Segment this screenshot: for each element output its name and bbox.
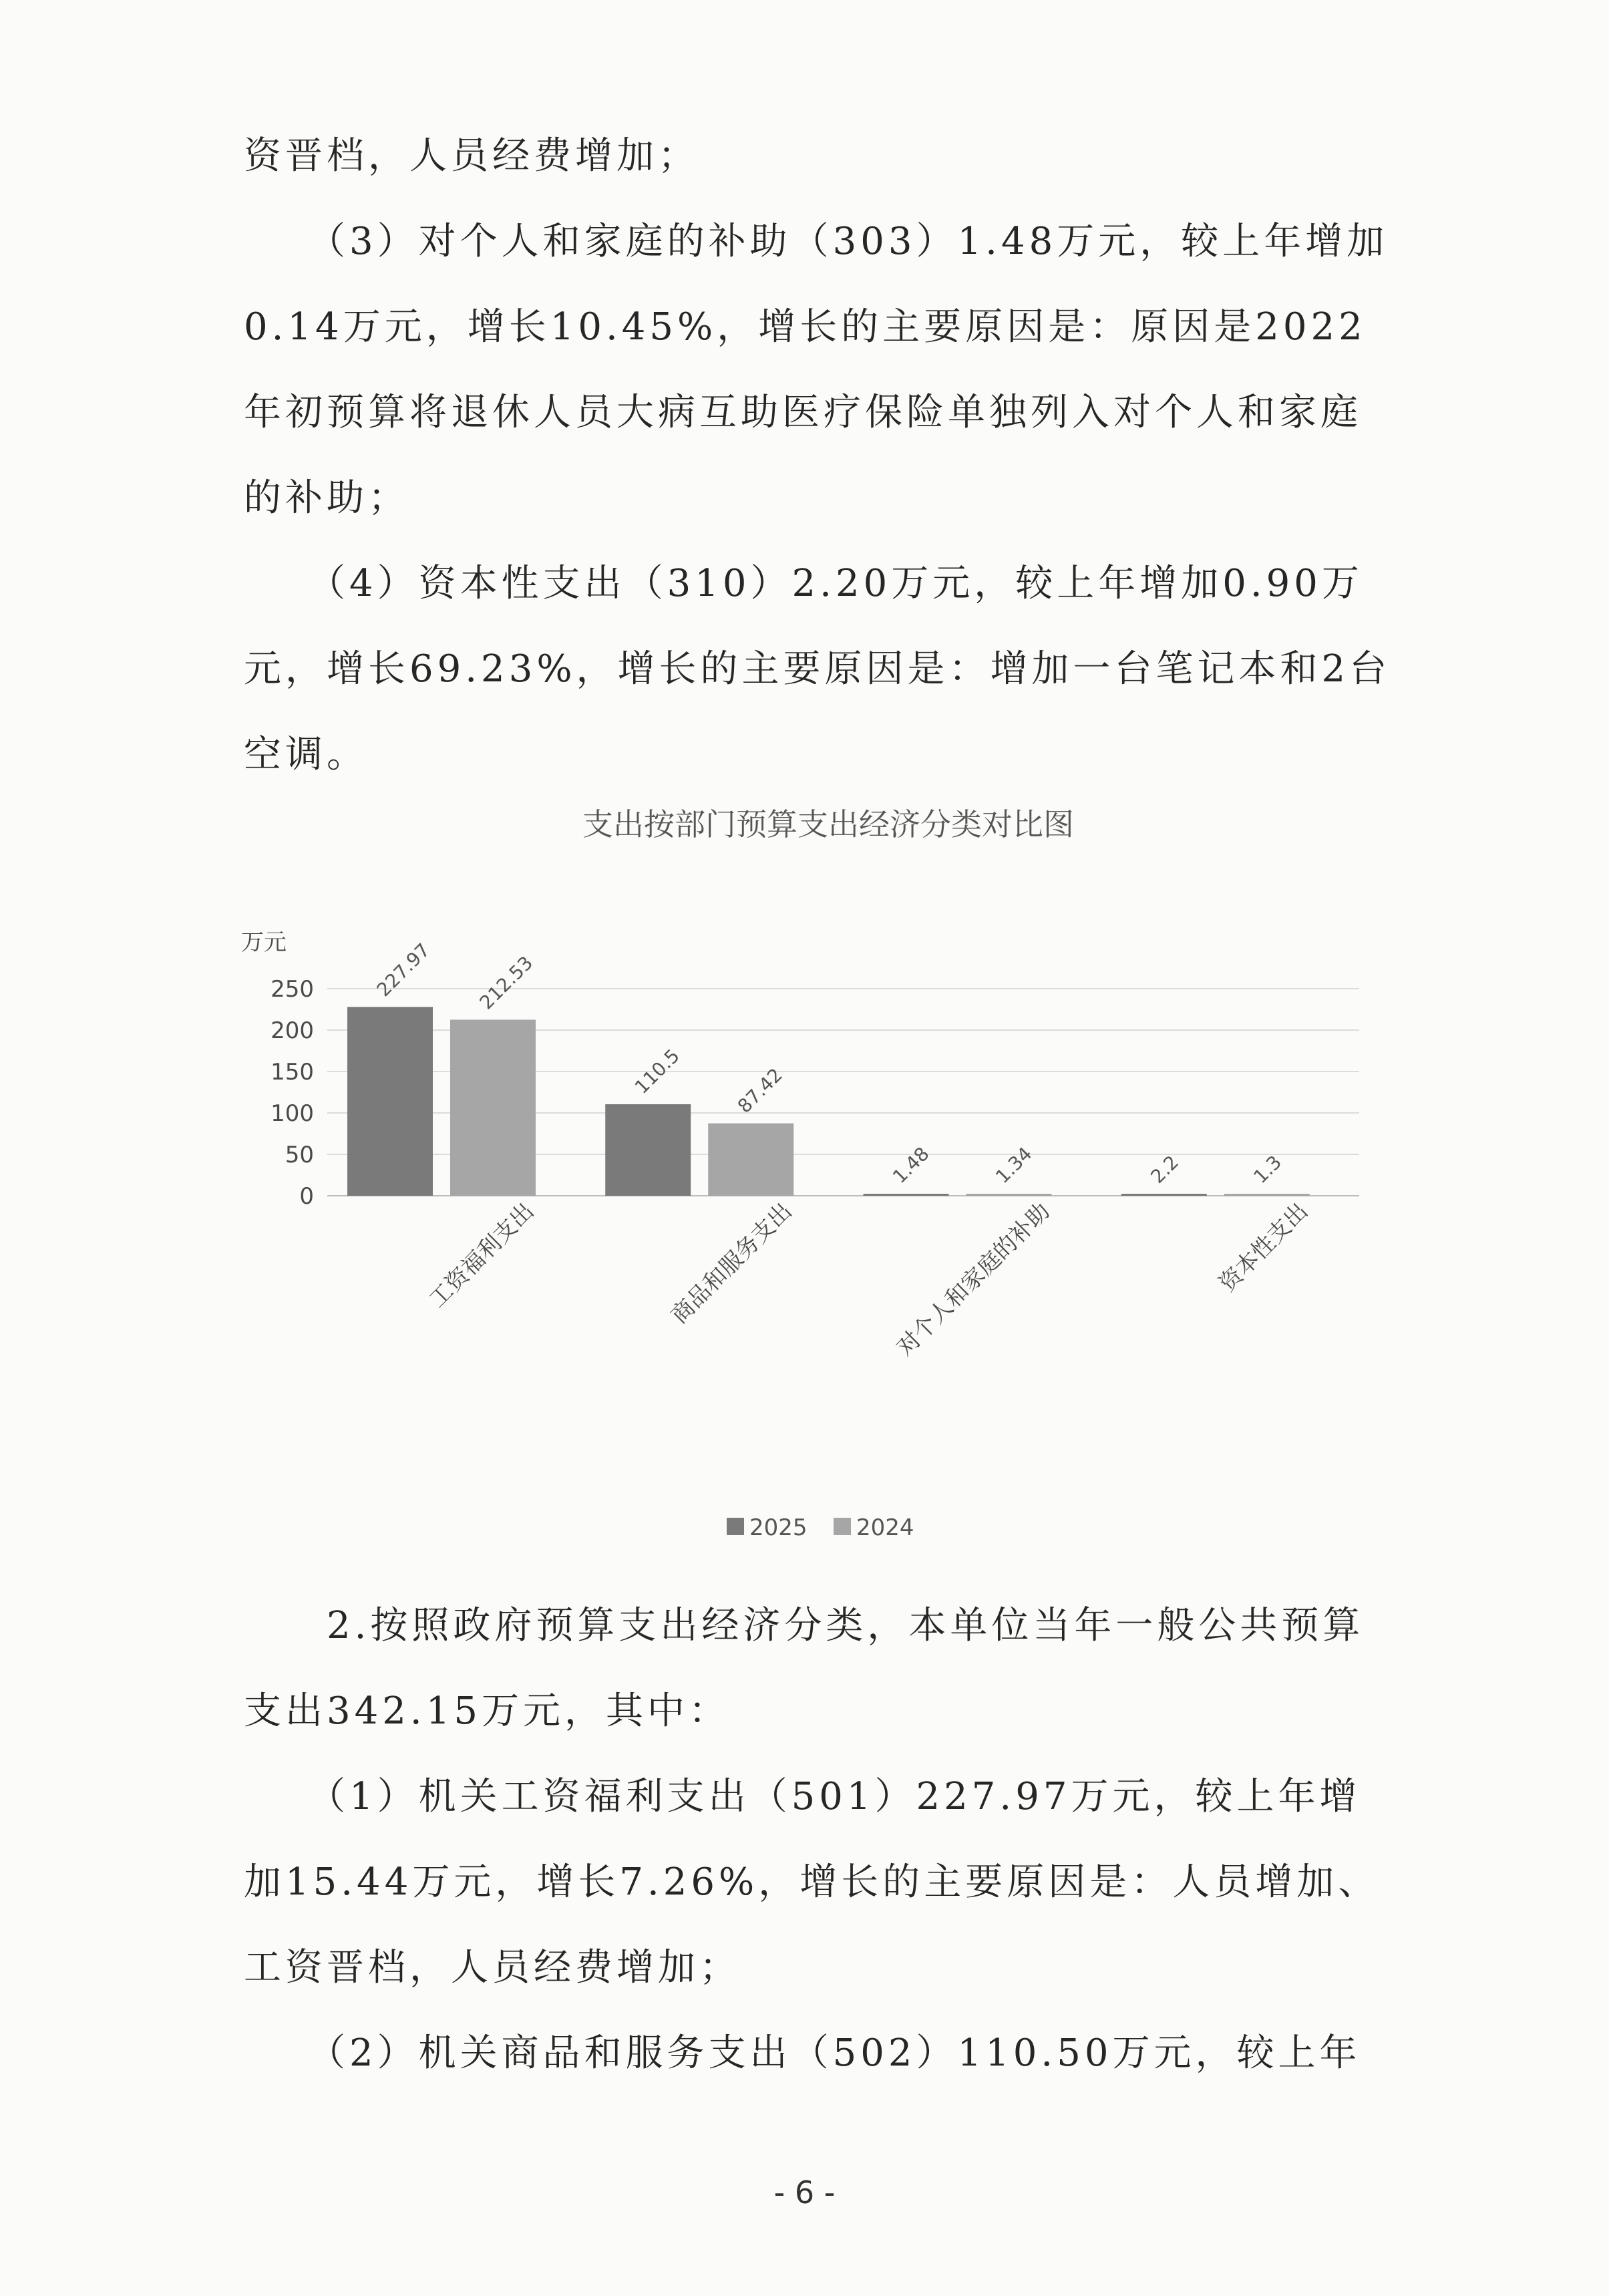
category-label: 资本性支出 (1214, 1198, 1314, 1297)
category-label: 商品和服务支出 (666, 1198, 797, 1329)
y-tick-label: 250 (271, 976, 314, 1003)
legend-swatch-2025 (727, 1518, 744, 1535)
paragraph-section-2: 2.按照政府预算支出经济分类，本单位当年一般公共预算支出342.15万元，其中： (244, 1604, 1365, 1733)
expenditure-chart (220, 795, 1409, 1570)
y-tick-label: 50 (285, 1142, 314, 1168)
bar-2025 (605, 1104, 691, 1196)
category-label: 工资福利支出 (423, 1198, 540, 1313)
chart-svg (220, 795, 1409, 1570)
value-label: 87.42 (733, 1063, 787, 1118)
bar-2024 (708, 1124, 793, 1196)
value-label: 2.2 (1146, 1151, 1184, 1188)
chart-title: 支出按部门预算支出经济分类对比图 (582, 806, 1074, 842)
category-label: 对个人和家庭的补助 (892, 1198, 1055, 1361)
bar-2024 (966, 1194, 1052, 1196)
paragraph-continuation: 资晋档，人员经费增加； (244, 134, 699, 178)
paragraph-item-4: （4）资本性支出（310）2.20万元，较上年增加0.90万元，增长69.23%，增长的主要原因是：增加一台笔记本和2台空调。 (244, 562, 1391, 776)
y-axis-unit: 万元 (241, 929, 287, 956)
paragraph-item-3: （3）对个人和家庭的补助（303）1.48万元，较上年增加0.14万元，增长10.45%，增长的主要原因是：原因是2022年初预算将退休人员大病互助医疗保险单独列入对个人和家庭的补助； (244, 220, 1389, 520)
paragraph-item-502: （2）机关商品和服务支出（502）110.50万元，较上年 (244, 2031, 1361, 2075)
y-tick-labels (271, 976, 314, 1210)
value-label: 212.53 (475, 951, 538, 1014)
bar-2025 (347, 1007, 433, 1196)
legend (727, 1514, 914, 1541)
legend-swatch-2024 (834, 1518, 851, 1535)
legend-label: 2025 (749, 1514, 808, 1541)
page-number: - 6 - (773, 2174, 836, 2210)
bar-2024 (1224, 1194, 1310, 1196)
y-tick-label: 100 (271, 1100, 314, 1127)
value-label: 1.34 (991, 1142, 1037, 1188)
paragraph-item-501: （1）机关工资福利支出（501）227.97万元，较上年增加15.44万元，增长7.26%，增长的主要原因是：人员增加、工资晋档，人员经费增加； (244, 1775, 1380, 1989)
bar-2025 (1121, 1194, 1207, 1196)
value-label: 1.48 (888, 1142, 934, 1188)
bar-2025 (864, 1194, 949, 1196)
y-tick-label: 0 (299, 1183, 314, 1210)
category-labels (424, 1198, 1313, 1361)
legend-label: 2024 (856, 1514, 914, 1541)
value-label: 110.5 (630, 1044, 684, 1098)
value-label: 227.97 (372, 939, 435, 1001)
bar-2024 (450, 1019, 536, 1196)
y-tick-label: 150 (271, 1059, 314, 1086)
value-label: 1.3 (1249, 1151, 1286, 1188)
y-tick-label: 200 (271, 1017, 314, 1044)
